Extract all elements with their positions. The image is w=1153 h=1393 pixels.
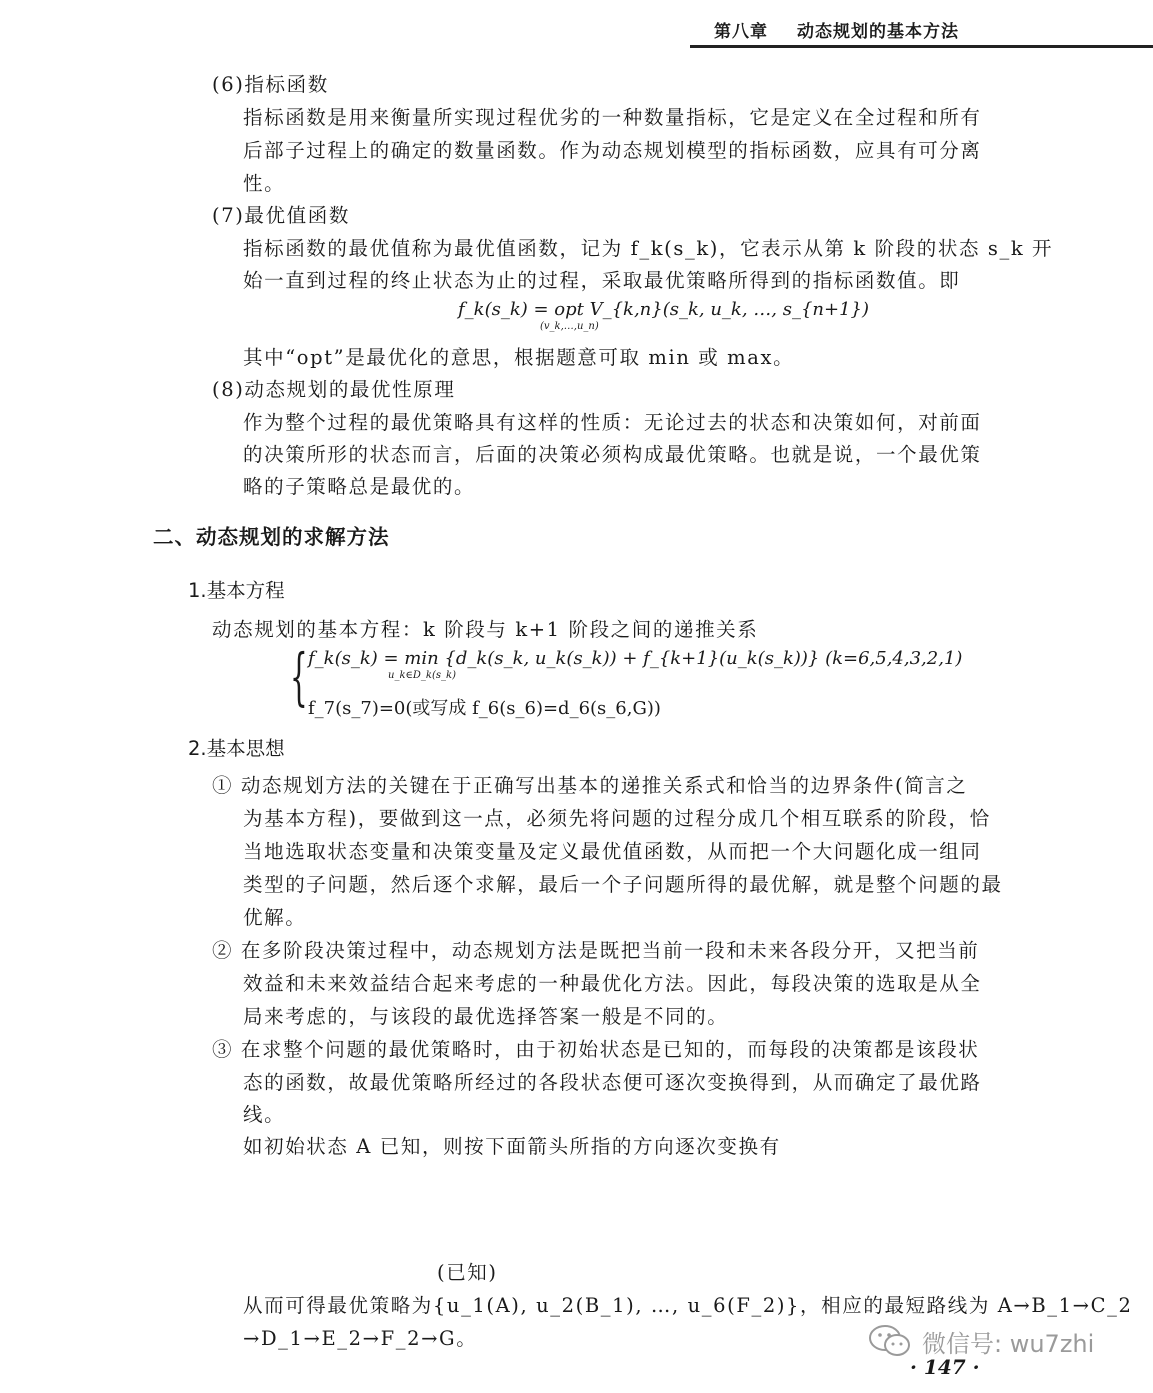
idea-3-line-2: 态的函数，故最优策略所经过的各段状态便可逐次变换得到，从而确定了最优路: [243, 1071, 982, 1094]
item-8-line-3: 略的子策略总是最优的。: [243, 475, 476, 498]
chapter-number: 第八章: [714, 22, 768, 42]
boundary-equation: f_7(s_7)=0(或写成 f_6(s_6)=d_6(s_6,G)): [308, 698, 661, 719]
recurrence-equation: f_k(s_k) = min {d_k(s_k, u_k(s_k)) + f_{k+1}(u_k(s_k))} (k=6,5,4,3,2,1): [308, 648, 963, 669]
item-6-label: (6)指标函数: [212, 73, 329, 96]
idea-3-line-1: ③ 在求整个问题的最优策略时，由于初始状态是已知的，而每段的决策都是该段状: [212, 1038, 980, 1061]
idea-4-line: 如初始状态 A 已知，则按下面箭头所指的方向逐次变换有: [243, 1135, 781, 1158]
item-8-label: (8)动态规划的最优性原理: [212, 378, 456, 401]
item-7-note: 其中“opt”是最优化的意思，根据题意可取 min 或 max。: [243, 346, 795, 369]
idea-1-line-3: 当地选取状态变量和决策变量及定义最优值函数，从而把一个大问题化成一组同: [243, 840, 982, 863]
wechat-logo-icon: [868, 1324, 912, 1358]
idea-2-line-3: 局来考虑的，与该段的最优选择答案一般是不同的。: [243, 1005, 729, 1028]
idea-1-line-5: 优解。: [243, 906, 307, 929]
idea-1-line-2: 为基本方程)，要做到这一点，必须先将问题的过程分成几个相互联系的阶段，恰: [243, 807, 991, 830]
optimal-value-formula: f_k(s_k) = opt V_{k,n}(s_k, u_k, …, s_{n+1}): [458, 299, 870, 320]
known-label: (已知): [437, 1261, 498, 1284]
idea-2-line-2: 效益和未来效益结合起来考虑的一种最优化方法。因此，每段决策的选取是从全: [243, 972, 982, 995]
subsection-1-title: 1.基本方程: [188, 579, 285, 602]
item-8-line-2: 的决策所形的状态而言，后面的决策必须构成最优策略。也就是说，一个最优策: [243, 443, 982, 466]
idea-2-line-1: ② 在多阶段决策过程中，动态规划方法是既把当前一段和未来各段分开，又把当前: [212, 939, 980, 962]
conclusion-line-1: 从而可得最优策略为{u_1(A), u_2(B_1), …, u_6(F_2)}，相应的最短路线为 A→B_1→C_2: [243, 1294, 1133, 1317]
basic-equation-intro: 动态规划的基本方程：k 阶段与 k+1 阶段之间的递推关系: [212, 618, 759, 641]
recurrence-equation-subscript: u_k∈D_k(s_k): [388, 670, 456, 681]
item-7-line-1: 指标函数的最优值称为最优值函数，记为 f_k(s_k)，它表示从第 k 阶段的状态 s_k 开: [243, 237, 1054, 260]
conclusion-line-2: →D_1→E_2→F_2→G。: [243, 1327, 478, 1350]
equation-brace: {: [290, 640, 308, 713]
item-7-line-2: 始一直到过程的终止状态为止的过程，采取最优策略所得到的指标函数值。即: [243, 269, 961, 292]
item-6-line-1: 指标函数是用来衡量所实现过程优劣的一种数量指标，它是定义在全过程和所有: [243, 106, 982, 129]
idea-3-line-3: 线。: [243, 1103, 286, 1126]
section-2-title: 二、动态规划的求解方法: [153, 525, 390, 549]
item-8-line-1: 作为整个过程的最优策略具有这样的性质：无论过去的状态和决策如何，对前面: [243, 411, 982, 434]
item-6-line-3: 性。: [243, 172, 286, 195]
item-6-line-2: 后部子过程上的确定的数量函数。作为动态规划模型的指标函数，应具有可分离: [243, 139, 982, 162]
idea-1-line-4: 类型的子问题，然后逐个求解，最后一个子问题所得的最优解，就是整个问题的最: [243, 873, 1003, 896]
idea-1-line-1: ① 动态规划方法的关键在于正确写出基本的递推关系式和恰当的边界条件(简言之: [212, 774, 968, 797]
item-7-label: (7)最优值函数: [212, 204, 350, 227]
subsection-2-title: 2.基本思想: [188, 737, 285, 760]
chapter-title: 动态规划的基本方法: [797, 22, 959, 42]
page-number: · 147 ·: [910, 1355, 980, 1379]
header-rule: [690, 45, 1153, 48]
optimal-value-formula-subscript: (v_k,…,u_n): [540, 321, 599, 332]
watermark-text: 微信号: wu7zhi: [922, 1330, 1095, 1358]
